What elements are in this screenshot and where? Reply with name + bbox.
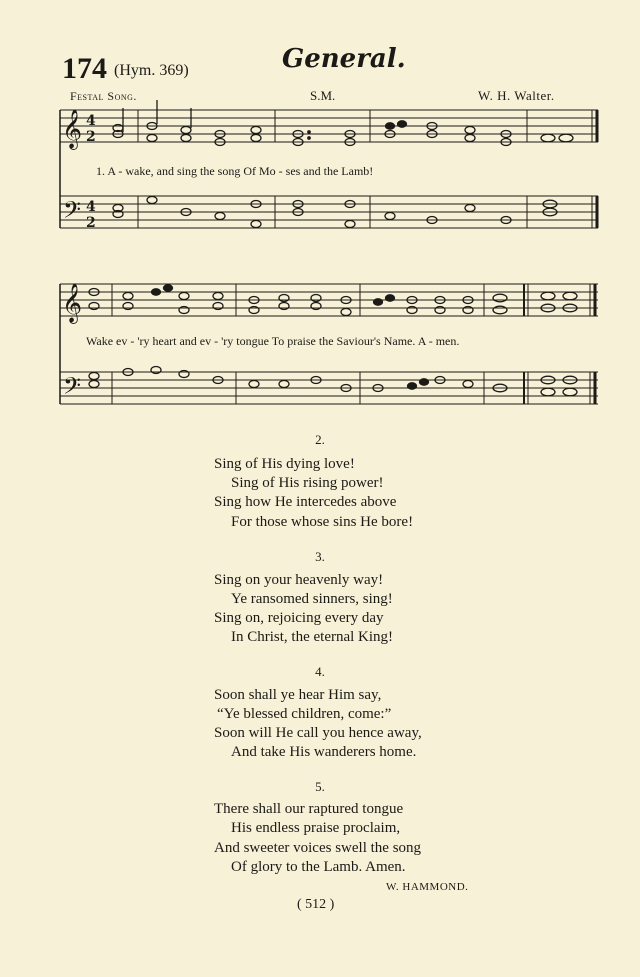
verse-line: Ye ransomed sinners, sing!: [231, 591, 393, 607]
time-signature-bottom: 2: [86, 215, 96, 231]
bass-clef-icon: 𝄢: [63, 196, 82, 229]
notes-treble-1: [113, 100, 573, 146]
verse-line: And take His wanderers home.: [231, 744, 417, 760]
tune-name: Festal Song.: [70, 89, 137, 103]
page-number: ( 512 ): [297, 897, 335, 912]
bass-clef-icon: 𝄢: [63, 372, 82, 405]
verse-line: His endless praise proclaim,: [231, 820, 401, 836]
verse-line: Sing of His rising power!: [231, 475, 384, 491]
hymn-number: 174: [62, 52, 107, 85]
section-title: General.: [282, 44, 406, 74]
verse-line: Soon shall ye hear Him say,: [214, 687, 382, 703]
verse-line: Sing on, rejoicing every day: [214, 610, 384, 626]
verse-line: Of glory to the Lamb. Amen.: [231, 859, 406, 875]
time-signature-top: 4: [86, 199, 96, 215]
music-score: [0, 0, 640, 420]
author: W. HAMMOND.: [386, 881, 469, 893]
meter: S.M.: [310, 88, 336, 103]
verse-number: 3.: [315, 549, 325, 564]
verse-line: Soon will He call you hence away,: [214, 725, 422, 741]
staff-treble-1: [60, 110, 598, 142]
composer: W. H. Walter.: [478, 88, 555, 103]
lyrics-line-2: Wake ev - 'ry heart and ev - 'ry tongue To praise the Saviour's Name. A - men.: [86, 334, 460, 348]
staff-bass-2: [60, 372, 598, 404]
time-signature-bottom: 2: [86, 129, 96, 145]
treble-clef-icon: 𝄞: [62, 283, 83, 323]
staff-treble-2: [60, 284, 598, 316]
verse-number: 2.: [315, 432, 325, 447]
verse-line: In Christ, the eternal King!: [231, 629, 394, 645]
hymn-reference: (Hym. 369): [114, 62, 189, 79]
staff-bass-1: [60, 196, 598, 228]
lyrics-line-1: 1. A - wake, and sing the song Of Mo - ses and the Lamb!: [96, 164, 374, 178]
verse-line: Sing how He intercedes above: [214, 494, 397, 510]
verse-line: Sing of His dying love!: [214, 456, 355, 472]
time-signature-top: 4: [86, 113, 96, 129]
verse-number: 4.: [315, 664, 325, 679]
treble-clef-icon: 𝄞: [62, 109, 83, 149]
notes-bass-2: [89, 367, 577, 396]
verse-number: 5.: [315, 779, 325, 794]
verse-line: And sweeter voices swell the song: [214, 840, 422, 856]
verse-line: For those whose sins He bore!: [231, 514, 414, 530]
verse-line: “Ye blessed children, come:”: [217, 706, 392, 722]
verse-line: There shall our raptured tongue: [214, 801, 404, 817]
verse-line: Sing on your heavenly way!: [214, 572, 384, 588]
